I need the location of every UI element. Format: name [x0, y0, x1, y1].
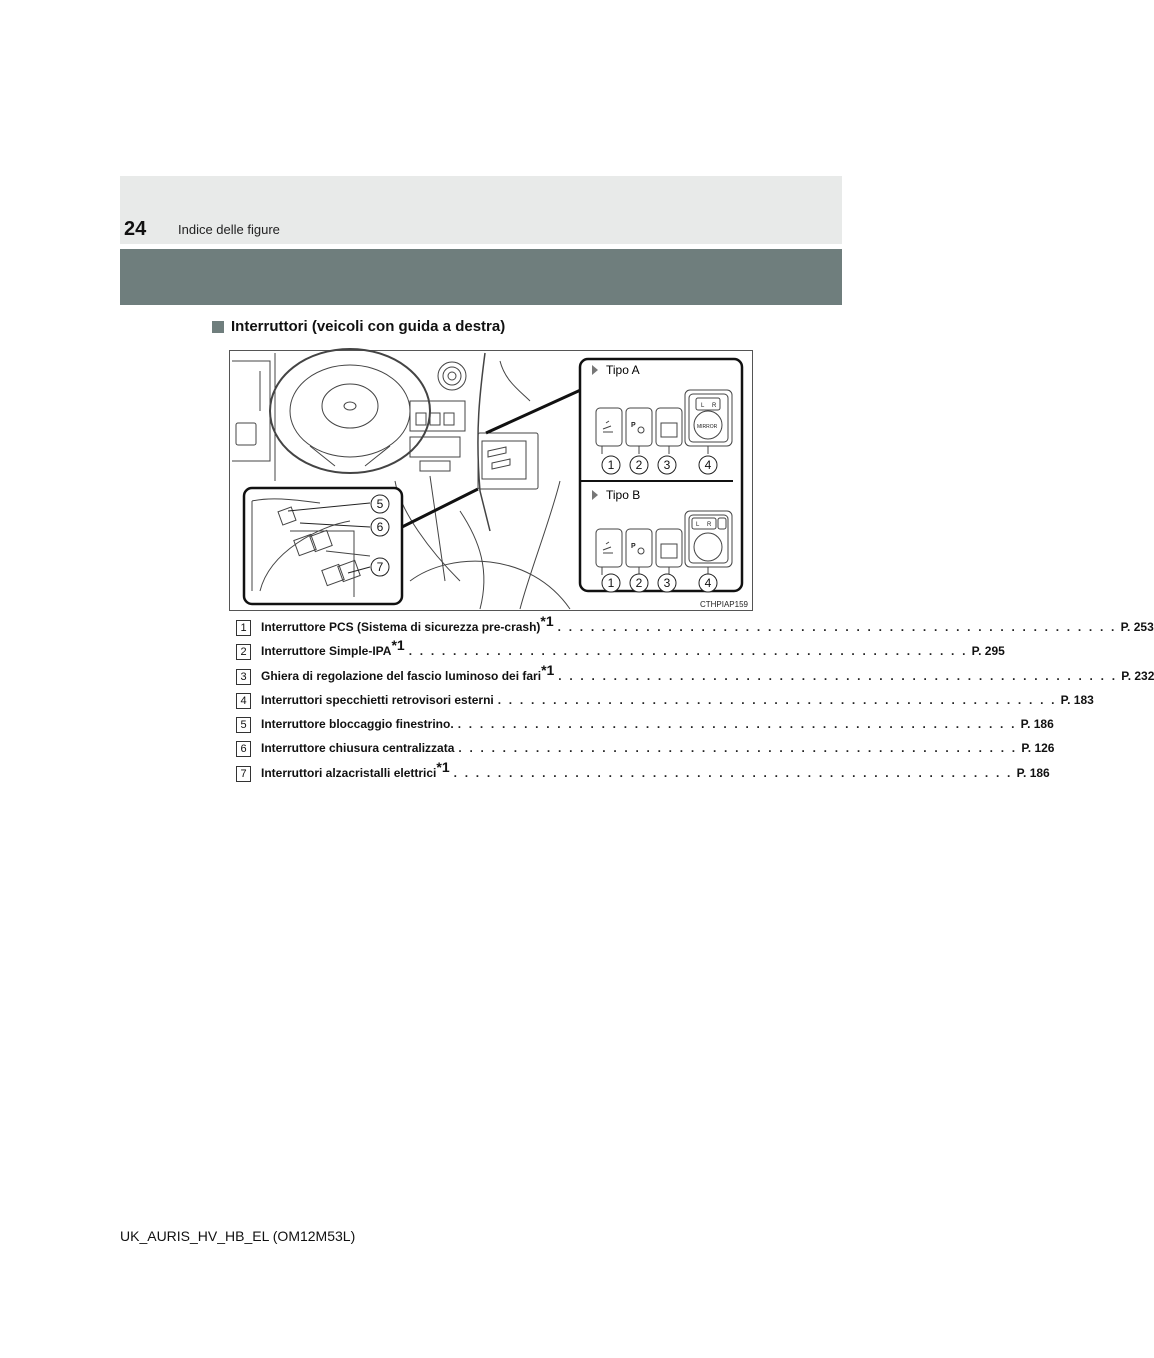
page-reference[interactable]: P. 126 [1021, 741, 1055, 756]
callout-a-2: 2 [635, 458, 643, 472]
section-heading [212, 318, 505, 335]
callout-a-1: 1 [607, 458, 615, 472]
mirror-l-a: L [701, 403, 705, 409]
headlight-dial-b [656, 529, 682, 567]
leader-dots: . . . . . . . . . . . . . . . . . . . . . . . . . . . . . . . . . . . . . . . . . . . . . . . . . . . [557, 620, 1117, 634]
item-link[interactable]: Interruttore PCS (Sistema di sicurezza pre-crash)$^{*1}$ [261, 613, 554, 634]
callout-detail-5: 5 [376, 497, 384, 511]
type-b-label: Tipo B [606, 488, 641, 502]
list-item [236, 613, 1154, 642]
callout-b-3: 3 [663, 576, 671, 590]
callout-a-3: 3 [663, 458, 671, 472]
item-link[interactable]: Interruttori alzacristalli elettrici$^{*1}$ [261, 758, 450, 780]
leader-dots: . . . . . . . . . . . . . . . . . . . . . . . . . . . . . . . . . . . . . . . . . . . . . . . . . . . [558, 668, 1118, 683]
callout-b-2: 2 [635, 576, 643, 590]
item-number: 3 [236, 669, 251, 685]
item-link[interactable]: Interruttori specchietti retrovisori esterni [261, 692, 494, 707]
callout-a-4: 4 [704, 458, 712, 472]
item-number: 2 [236, 644, 251, 660]
item-number: 7 [236, 766, 251, 782]
figure-code: CTHPIAP159 [699, 600, 748, 609]
item-list [236, 613, 1154, 788]
item-link[interactable]: Interruttore bloccaggio finestrino. [261, 717, 454, 732]
switches-figure [229, 350, 753, 611]
headlight-dial-a [656, 408, 682, 446]
mirror-label-a: MIRROR [697, 424, 718, 430]
leader-dots: . . . . . . . . . . . . . . . . . . . . . . . . . . . . . . . . . . . . . . . . . . . . . . . . . . . [458, 741, 1018, 756]
list-item [236, 715, 1054, 739]
ipa-switch-b [626, 529, 652, 567]
leader-dots: . . . . . . . . . . . . . . . . . . . . . . . . . . . . . . . . . . . . . . . . . . . . . . . . . . . [453, 765, 1013, 780]
callout-detail-7: 7 [376, 560, 384, 574]
item-number: 1 [236, 620, 251, 636]
page-reference[interactable]: P. 186 [1016, 765, 1050, 780]
svg-text:P: P [631, 543, 636, 550]
leader-dots: . . . . . . . . . . . . . . . . . . . . . . . . . . . . . . . . . . . . . . . . . . . . . . . . . . . [497, 692, 1057, 707]
list-item [236, 739, 1055, 763]
page-reference[interactable]: P. 253 [1120, 620, 1154, 634]
page-reference[interactable]: P. 186 [1020, 717, 1054, 732]
heading-text: Interruttori (veicoli con guida a destra) [231, 318, 506, 335]
item-link[interactable]: Interruttore Simple-IPA$^{*1}$ [261, 637, 405, 659]
page-number: 24 [124, 218, 147, 240]
item-number: 5 [236, 717, 251, 733]
item-link[interactable]: Ghiera di regolazione del fascio luminoso dei fari$^{*1}$ [261, 661, 555, 683]
callout-b-4: 4 [704, 576, 712, 590]
page-reference[interactable]: P. 232 [1121, 668, 1154, 683]
mirror-r-b: R [707, 522, 712, 528]
ipa-switch-a [626, 408, 652, 446]
section-title: Indice delle figure [178, 222, 280, 237]
heading-square-icon [212, 321, 224, 333]
page-reference[interactable]: P. 295 [971, 644, 1005, 659]
item-number: 4 [236, 693, 251, 709]
svg-text:P: P [631, 422, 636, 429]
header-band [120, 249, 842, 305]
callout-detail-6: 6 [376, 520, 384, 534]
callout-b-1: 1 [607, 576, 615, 590]
mirror-l-b: L [696, 522, 700, 528]
type-a-label: Tipo A [606, 363, 640, 377]
document-footer: UK_AURIS_HV_HB_EL (OM12M53L) [120, 1228, 356, 1244]
item-number: 6 [236, 741, 251, 757]
dashboard-illustration [230, 351, 752, 610]
list-item [236, 691, 1094, 715]
list-item [236, 758, 1050, 788]
list-item [236, 661, 1154, 691]
leader-dots: . . . . . . . . . . . . . . . . . . . . . . . . . . . . . . . . . . . . . . . . . . . . . . . . . . . [457, 717, 1017, 732]
mirror-r-a: R [712, 403, 717, 409]
leader-dots: . . . . . . . . . . . . . . . . . . . . . . . . . . . . . . . . . . . . . . . . . . . . . . . . . . . [408, 644, 968, 659]
item-link[interactable]: Interruttore chiusura centralizzata [261, 741, 455, 756]
list-item [236, 637, 1005, 666]
page-reference[interactable]: P. 183 [1060, 692, 1094, 707]
